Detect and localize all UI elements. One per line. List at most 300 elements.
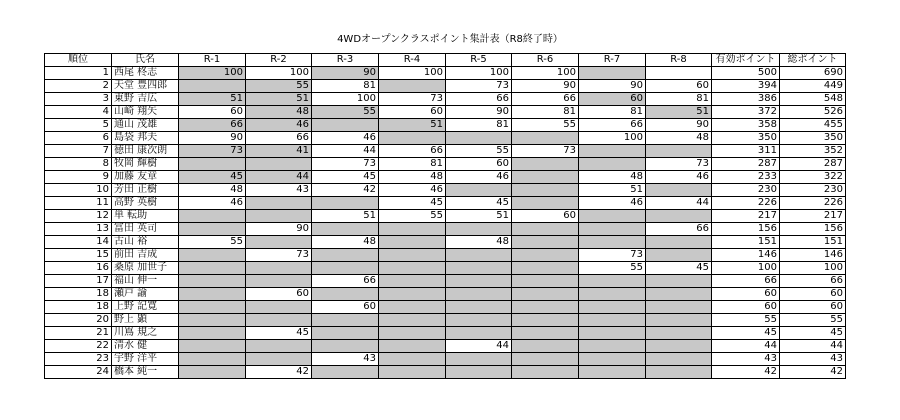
round-score-cell-r8 [646, 288, 712, 301]
table-row [45, 353, 846, 366]
name-cell: 古山 裕 [112, 236, 179, 249]
round-score-cell-r2: 46 [246, 119, 312, 132]
round-score-cell-r6 [512, 275, 579, 288]
header-cell-r8: R-8 [646, 54, 712, 67]
table-row [45, 197, 846, 210]
round-score-cell-r5 [446, 184, 512, 197]
round-score-cell-r3: 81 [312, 80, 379, 93]
round-score-cell-r6: 60 [512, 210, 579, 223]
total-points-cell: 43 [780, 353, 846, 366]
round-score-cell-r3: 73 [312, 158, 379, 171]
name-cell: 徳田 康次朗 [112, 145, 179, 158]
total-points-cell: 100 [780, 262, 846, 275]
round-score-cell-r4 [379, 314, 446, 327]
round-score-cell-r4: 55 [379, 210, 446, 223]
table-row [45, 171, 846, 184]
valid-points-cell: 394 [712, 80, 780, 93]
valid-points-cell: 43 [712, 353, 780, 366]
round-score-cell-r1: 66 [179, 119, 246, 132]
table-row [45, 366, 846, 379]
round-score-cell-r5 [446, 301, 512, 314]
valid-points-cell: 350 [712, 132, 780, 145]
round-score-cell-r4 [379, 327, 446, 340]
round-score-cell-r5 [446, 314, 512, 327]
round-score-cell-r4: 51 [379, 119, 446, 132]
round-score-cell-r4 [379, 262, 446, 275]
round-score-cell-r8: 60 [646, 80, 712, 93]
round-score-cell-r1: 51 [179, 93, 246, 106]
round-score-cell-r7 [579, 223, 646, 236]
total-points-cell: 146 [780, 249, 846, 262]
total-points-cell: 548 [780, 93, 846, 106]
table-row [45, 314, 846, 327]
valid-points-cell: 372 [712, 106, 780, 119]
round-score-cell-r3: 60 [312, 301, 379, 314]
valid-points-cell: 44 [712, 340, 780, 353]
round-score-cell-r7: 73 [579, 249, 646, 262]
round-score-cell-r7 [579, 366, 646, 379]
round-score-cell-r7 [579, 288, 646, 301]
round-score-cell-r1 [179, 262, 246, 275]
round-score-cell-r2: 43 [246, 184, 312, 197]
round-score-cell-r7 [579, 353, 646, 366]
round-score-cell-r2 [246, 236, 312, 249]
rank-cell: 10 [45, 184, 112, 197]
total-points-cell: 60 [780, 288, 846, 301]
round-score-cell-r6 [512, 223, 579, 236]
valid-points-cell: 500 [712, 67, 780, 80]
round-score-cell-r8 [646, 145, 712, 158]
round-score-cell-r2 [246, 262, 312, 275]
round-score-cell-r5: 100 [446, 67, 512, 80]
round-score-cell-r8: 73 [646, 158, 712, 171]
round-score-cell-r2 [246, 353, 312, 366]
round-score-cell-r2 [246, 158, 312, 171]
round-score-cell-r7: 46 [579, 197, 646, 210]
table-row [45, 210, 846, 223]
header-cell-r2: R-2 [246, 54, 312, 67]
round-score-cell-r1: 55 [179, 236, 246, 249]
round-score-cell-r3: 43 [312, 353, 379, 366]
valid-points-cell: 60 [712, 301, 780, 314]
header-cell-r7: R-7 [579, 54, 646, 67]
round-score-cell-r6 [512, 171, 579, 184]
rank-cell: 23 [45, 353, 112, 366]
header-cell-total-points: 総ポイント [780, 54, 846, 67]
round-score-cell-r5 [446, 223, 512, 236]
total-points-cell: 455 [780, 119, 846, 132]
round-score-cell-r6: 73 [512, 145, 579, 158]
round-score-cell-r6: 90 [512, 80, 579, 93]
header-cell-r6: R-6 [512, 54, 579, 67]
round-score-cell-r4 [379, 288, 446, 301]
header-cell-valid-points: 有効ポイント [712, 54, 780, 67]
round-score-cell-r5 [446, 366, 512, 379]
name-cell: 芳田 正樹 [112, 184, 179, 197]
round-score-cell-r1 [179, 327, 246, 340]
total-points-cell: 449 [780, 80, 846, 93]
round-score-cell-r6 [512, 132, 579, 145]
valid-points-cell: 100 [712, 262, 780, 275]
valid-points-cell: 217 [712, 210, 780, 223]
round-score-cell-r5: 46 [446, 171, 512, 184]
round-score-cell-r7 [579, 236, 646, 249]
round-score-cell-r5: 81 [446, 119, 512, 132]
round-score-cell-r7 [579, 158, 646, 171]
table-body [45, 67, 846, 379]
round-score-cell-r3: 42 [312, 184, 379, 197]
name-cell: 東野 吉広 [112, 93, 179, 106]
round-score-cell-r4: 100 [379, 67, 446, 80]
round-score-cell-r1 [179, 366, 246, 379]
rank-cell: 17 [45, 275, 112, 288]
round-score-cell-r6: 66 [512, 93, 579, 106]
round-score-cell-r5 [446, 249, 512, 262]
total-points-cell: 350 [780, 132, 846, 145]
round-score-cell-r6 [512, 353, 579, 366]
round-score-cell-r3 [312, 197, 379, 210]
total-points-cell: 322 [780, 171, 846, 184]
valid-points-cell: 45 [712, 327, 780, 340]
round-score-cell-r3 [312, 249, 379, 262]
round-score-cell-r5: 60 [446, 158, 512, 171]
round-score-cell-r8: 66 [646, 223, 712, 236]
round-score-cell-r5: 55 [446, 145, 512, 158]
round-score-cell-r7 [579, 327, 646, 340]
round-score-cell-r3 [312, 314, 379, 327]
round-score-cell-r3: 44 [312, 145, 379, 158]
round-score-cell-r4 [379, 249, 446, 262]
round-score-cell-r8 [646, 301, 712, 314]
round-score-cell-r7: 60 [579, 93, 646, 106]
round-score-cell-r2: 45 [246, 327, 312, 340]
round-score-cell-r1 [179, 80, 246, 93]
valid-points-cell: 233 [712, 171, 780, 184]
round-score-cell-r2 [246, 340, 312, 353]
round-score-cell-r1 [179, 249, 246, 262]
round-score-cell-r4 [379, 366, 446, 379]
round-score-cell-r5: 90 [446, 106, 512, 119]
round-score-cell-r7 [579, 275, 646, 288]
name-cell: 川嶌 規之 [112, 327, 179, 340]
name-cell: 天堂 豊四郎 [112, 80, 179, 93]
round-score-cell-r2: 90 [246, 223, 312, 236]
round-score-cell-r4: 73 [379, 93, 446, 106]
name-cell: 宇野 洋平 [112, 353, 179, 366]
round-score-cell-r3 [312, 119, 379, 132]
round-score-cell-r8 [646, 249, 712, 262]
round-score-cell-r8 [646, 67, 712, 80]
total-points-cell: 44 [780, 340, 846, 353]
valid-points-cell: 156 [712, 223, 780, 236]
round-score-cell-r3: 51 [312, 210, 379, 223]
round-score-cell-r8 [646, 353, 712, 366]
rank-cell: 12 [45, 210, 112, 223]
rank-cell: 4 [45, 106, 112, 119]
round-score-cell-r2: 44 [246, 171, 312, 184]
total-points-cell: 151 [780, 236, 846, 249]
points-table [44, 53, 846, 379]
round-score-cell-r4 [379, 132, 446, 145]
round-score-cell-r5 [446, 132, 512, 145]
header-cell-r5: R-5 [446, 54, 512, 67]
header-row [45, 54, 846, 67]
round-score-cell-r7: 48 [579, 171, 646, 184]
round-score-cell-r3 [312, 262, 379, 275]
rank-cell: 8 [45, 158, 112, 171]
name-cell: 単 転助 [112, 210, 179, 223]
round-score-cell-r6: 81 [512, 106, 579, 119]
name-cell: 桑原 加世子 [112, 262, 179, 275]
round-score-cell-r7: 66 [579, 119, 646, 132]
round-score-cell-r2: 41 [246, 145, 312, 158]
round-score-cell-r8: 44 [646, 197, 712, 210]
round-score-cell-r1: 48 [179, 184, 246, 197]
valid-points-cell: 66 [712, 275, 780, 288]
round-score-cell-r4: 60 [379, 106, 446, 119]
round-score-cell-r3 [312, 288, 379, 301]
table-row [45, 340, 846, 353]
round-score-cell-r4 [379, 340, 446, 353]
round-score-cell-r7: 55 [579, 262, 646, 275]
rank-cell: 24 [45, 366, 112, 379]
rank-cell: 20 [45, 314, 112, 327]
round-score-cell-r8 [646, 236, 712, 249]
round-score-cell-r2 [246, 275, 312, 288]
round-score-cell-r3: 46 [312, 132, 379, 145]
round-score-cell-r3: 48 [312, 236, 379, 249]
round-score-cell-r6 [512, 184, 579, 197]
round-score-cell-r5 [446, 275, 512, 288]
round-score-cell-r2: 60 [246, 288, 312, 301]
round-score-cell-r6 [512, 236, 579, 249]
total-points-cell: 156 [780, 223, 846, 236]
header-cell-rank: 順位 [45, 54, 112, 67]
table-row [45, 106, 846, 119]
valid-points-cell: 287 [712, 158, 780, 171]
round-score-cell-r5 [446, 353, 512, 366]
round-score-cell-r3: 100 [312, 93, 379, 106]
valid-points-cell: 226 [712, 197, 780, 210]
round-score-cell-r1 [179, 210, 246, 223]
name-cell: 高野 英樹 [112, 197, 179, 210]
table-row [45, 119, 846, 132]
total-points-cell: 55 [780, 314, 846, 327]
round-score-cell-r6 [512, 301, 579, 314]
table-row [45, 80, 846, 93]
rank-cell: 3 [45, 93, 112, 106]
round-score-cell-r5: 73 [446, 80, 512, 93]
table-row [45, 327, 846, 340]
round-score-cell-r7 [579, 314, 646, 327]
page-title: 4WDオープンクラスポイント集計表（R8終了時） [337, 34, 563, 45]
total-points-cell: 45 [780, 327, 846, 340]
table-row [45, 67, 846, 80]
name-cell: 上野 記寛 [112, 301, 179, 314]
round-score-cell-r4: 66 [379, 145, 446, 158]
valid-points-cell: 146 [712, 249, 780, 262]
total-points-cell: 217 [780, 210, 846, 223]
round-score-cell-r2: 55 [246, 80, 312, 93]
valid-points-cell: 358 [712, 119, 780, 132]
name-cell: 冨田 英司 [112, 223, 179, 236]
round-score-cell-r5: 51 [446, 210, 512, 223]
rank-cell: 5 [45, 119, 112, 132]
round-score-cell-r2: 42 [246, 366, 312, 379]
round-score-cell-r7: 90 [579, 80, 646, 93]
round-score-cell-r8: 51 [646, 106, 712, 119]
round-score-cell-r6 [512, 262, 579, 275]
round-score-cell-r6 [512, 197, 579, 210]
rank-cell: 11 [45, 197, 112, 210]
round-score-cell-r3 [312, 327, 379, 340]
round-score-cell-r6: 100 [512, 67, 579, 80]
round-score-cell-r4: 81 [379, 158, 446, 171]
round-score-cell-r1: 90 [179, 132, 246, 145]
valid-points-cell: 386 [712, 93, 780, 106]
round-score-cell-r1: 100 [179, 67, 246, 80]
round-score-cell-r5 [446, 327, 512, 340]
round-score-cell-r5: 44 [446, 340, 512, 353]
table-row [45, 288, 846, 301]
name-cell: 島袋 邦夫 [112, 132, 179, 145]
round-score-cell-r6: 55 [512, 119, 579, 132]
table-row [45, 223, 846, 236]
round-score-cell-r4: 45 [379, 197, 446, 210]
round-score-cell-r8: 48 [646, 132, 712, 145]
name-cell: 牧岡 輝樹 [112, 158, 179, 171]
round-score-cell-r4 [379, 301, 446, 314]
name-cell: 前田 吉成 [112, 249, 179, 262]
round-score-cell-r1 [179, 288, 246, 301]
round-score-cell-r3: 55 [312, 106, 379, 119]
rank-cell: 15 [45, 249, 112, 262]
round-score-cell-r1 [179, 158, 246, 171]
total-points-cell: 287 [780, 158, 846, 171]
round-score-cell-r2: 48 [246, 106, 312, 119]
total-points-cell: 66 [780, 275, 846, 288]
round-score-cell-r7 [579, 301, 646, 314]
total-points-cell: 60 [780, 301, 846, 314]
round-score-cell-r7: 51 [579, 184, 646, 197]
round-score-cell-r1 [179, 340, 246, 353]
round-score-cell-r5: 48 [446, 236, 512, 249]
round-score-cell-r4: 46 [379, 184, 446, 197]
rank-cell: 22 [45, 340, 112, 353]
table-row [45, 184, 846, 197]
round-score-cell-r6 [512, 288, 579, 301]
rank-cell: 16 [45, 262, 112, 275]
table-row [45, 158, 846, 171]
round-score-cell-r4 [379, 353, 446, 366]
rank-cell: 2 [45, 80, 112, 93]
valid-points-cell: 230 [712, 184, 780, 197]
round-score-cell-r5: 66 [446, 93, 512, 106]
round-score-cell-r6 [512, 327, 579, 340]
round-score-cell-r3: 45 [312, 171, 379, 184]
round-score-cell-r7: 100 [579, 132, 646, 145]
round-score-cell-r3 [312, 366, 379, 379]
valid-points-cell: 60 [712, 288, 780, 301]
name-cell: 野上 顕 [112, 314, 179, 327]
round-score-cell-r7 [579, 67, 646, 80]
round-score-cell-r2: 73 [246, 249, 312, 262]
round-score-cell-r1: 45 [179, 171, 246, 184]
name-cell: 瀬戸 諭 [112, 288, 179, 301]
name-cell: 山崎 翔矢 [112, 106, 179, 119]
round-score-cell-r6 [512, 340, 579, 353]
round-score-cell-r8 [646, 314, 712, 327]
round-score-cell-r8: 81 [646, 93, 712, 106]
round-score-cell-r3 [312, 223, 379, 236]
rank-cell: 7 [45, 145, 112, 158]
round-score-cell-r6 [512, 158, 579, 171]
round-score-cell-r7 [579, 340, 646, 353]
table-row [45, 275, 846, 288]
rank-cell: 6 [45, 132, 112, 145]
header-cell-r4: R-4 [379, 54, 446, 67]
round-score-cell-r2: 100 [246, 67, 312, 80]
round-score-cell-r8: 90 [646, 119, 712, 132]
round-score-cell-r3 [312, 340, 379, 353]
name-cell: 清水 健 [112, 340, 179, 353]
round-score-cell-r3: 66 [312, 275, 379, 288]
round-score-cell-r4 [379, 223, 446, 236]
round-score-cell-r5 [446, 262, 512, 275]
total-points-cell: 690 [780, 67, 846, 80]
rank-cell: 14 [45, 236, 112, 249]
round-score-cell-r1 [179, 301, 246, 314]
round-score-cell-r8 [646, 327, 712, 340]
round-score-cell-r6 [512, 366, 579, 379]
total-points-cell: 526 [780, 106, 846, 119]
round-score-cell-r2 [246, 210, 312, 223]
valid-points-cell: 42 [712, 366, 780, 379]
round-score-cell-r5 [446, 288, 512, 301]
round-score-cell-r8 [646, 340, 712, 353]
round-score-cell-r2 [246, 301, 312, 314]
round-score-cell-r1: 46 [179, 197, 246, 210]
round-score-cell-r6 [512, 249, 579, 262]
round-score-cell-r4 [379, 236, 446, 249]
round-score-cell-r8 [646, 275, 712, 288]
name-cell: 橋本 純一 [112, 366, 179, 379]
name-cell: 加藤 友章 [112, 171, 179, 184]
rank-cell: 13 [45, 223, 112, 236]
round-score-cell-r7 [579, 145, 646, 158]
table-row [45, 93, 846, 106]
rank-cell: 21 [45, 327, 112, 340]
header-cell-r3: R-3 [312, 54, 379, 67]
round-score-cell-r7 [579, 210, 646, 223]
round-score-cell-r8 [646, 210, 712, 223]
total-points-cell: 42 [780, 366, 846, 379]
round-score-cell-r4: 48 [379, 171, 446, 184]
total-points-cell: 230 [780, 184, 846, 197]
rank-cell: 18 [45, 288, 112, 301]
round-score-cell-r3: 90 [312, 67, 379, 80]
round-score-cell-r5: 45 [446, 197, 512, 210]
table-row [45, 132, 846, 145]
valid-points-cell: 151 [712, 236, 780, 249]
table-row [45, 301, 846, 314]
rank-cell: 9 [45, 171, 112, 184]
valid-points-cell: 55 [712, 314, 780, 327]
table-row [45, 262, 846, 275]
round-score-cell-r8 [646, 184, 712, 197]
round-score-cell-r4 [379, 80, 446, 93]
round-score-cell-r1 [179, 353, 246, 366]
